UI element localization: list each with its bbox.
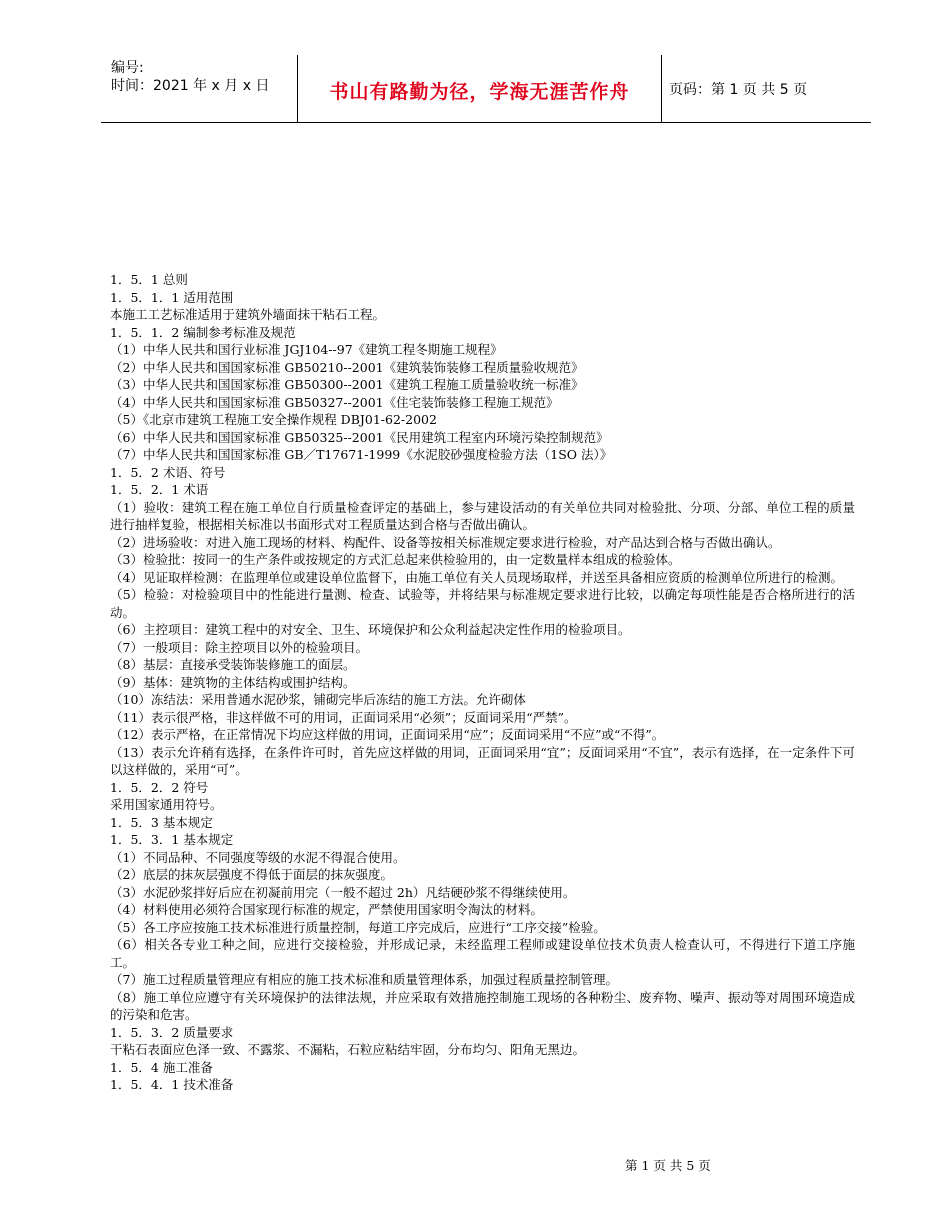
body-paragraph: （13）表示允许稍有选择，在条件许可时，首先应这样做的用词，正面词采用“宜”；反面词采用“不宜”，表示有选择，在一定条件下可以这样做的，采用“可”。: [110, 744, 855, 777]
body-paragraph: 1．5．2．2 符号: [110, 779, 209, 795]
body-paragraph: （1）不同品种、不同强度等级的水泥不得混合使用。: [110, 849, 406, 865]
body-paragraph: 1．5．3 基本规定: [110, 814, 213, 830]
body-paragraph: （11）表示很严格，非这样做不可的用词，正面词采用“必须”；反面词采用“严禁”。: [110, 709, 577, 725]
body-paragraph: （6）相关各专业工种之间，应进行交接检验，并形成记录，未经监理工程师或建设单位技术负责人检查认可，不得进行下道工序施工。: [110, 937, 855, 970]
header-meta-cell: [101, 55, 297, 122]
body-paragraph: （9）基体：建筑物的主体结构或围护结构。: [110, 674, 356, 690]
body-paragraph: 1．5．4．1 技术准备: [110, 1077, 234, 1092]
header-page-cell: [661, 55, 871, 122]
body-paragraph: （8）施工单位应遵守有关环境保护的法律法规，并应采取有效措施控制施工现场的各种粉尘、废弃物、噪声、振动等对周围环境造成的污染和危害。: [110, 989, 855, 1022]
body-paragraph: 1．5．4 施工准备: [110, 1059, 213, 1075]
body-paragraph: 1．5．2．1 术语: [110, 482, 209, 497]
body-paragraph: 1．5．2 术语、符号: [110, 464, 226, 480]
body-paragraph: （12）表示严格，在正常情况下均应这样做的用词，正面词采用“应”；反面词采用“不应”或“不得”。: [110, 727, 665, 742]
serial-label: 编号:: [111, 60, 144, 76]
body-paragraph: （2）进场验收：对进入施工现场的材料、构配件、设备等按相关标准规定要求进行检验，对产品达到合格与否做出确认。: [110, 534, 781, 550]
body-paragraph: （6）中华人民共和国国家标准 GB50325--2001《民用建筑工程室内环境污染控制规范》: [110, 429, 609, 445]
body-paragraph: （3）检验批：按同一的生产条件或按规定的方式汇总起来供检验用的，由一定数量样本组成的检验体。: [110, 552, 681, 567]
body-paragraph: （5）各工序应按施工技术标准进行质量控制，每道工序完成后，应进行“工序交接”检验。: [110, 919, 606, 935]
body-paragraph: （3）中华人民共和国国家标准 GB50300--2001《建筑工程施工质量验收统一标准》: [110, 377, 584, 392]
body-paragraph: 1．5．3．1 基本规定: [110, 832, 234, 847]
motto: 书山有路勤为径，学海无涯苦作舟: [329, 81, 630, 103]
document-body: [110, 271, 855, 1094]
body-paragraph: （2）底层的抹灰层强度不得低于面层的抹灰强度。: [110, 867, 393, 882]
body-paragraph: （7）中华人民共和国国家标准 GB／T17671-1999《水泥胶砂强度检验方法（1SO 法）》: [110, 447, 613, 462]
body-paragraph: 采用国家通用符号。: [110, 797, 223, 812]
body-paragraph: 1．5．1．2 编制参考标准及规范: [110, 324, 296, 340]
body-paragraph: （6）主控项目：建筑工程中的对安全、卫生、环境保护和公众利益起决定性作用的检验项目。: [110, 622, 631, 637]
body-paragraph: （7）施工过程质量管理应有相应的施工技术标准和质量管理体系，加强过程质量控制管理。: [110, 972, 618, 987]
body-paragraph: （5）《北京市建筑工程施工安全操作规程 DBJ01-62-2002: [110, 412, 437, 427]
body-paragraph: （8）基层：直接承受装饰装修施工的面层。: [110, 657, 356, 672]
header-motto-cell: [297, 55, 662, 122]
body-paragraph: 1．5．1．1 适用范围: [110, 289, 234, 305]
body-paragraph: （10）冻结法：采用普通水泥砂浆，铺砌完毕后冻结的施工方法。允许砌体: [110, 692, 526, 707]
body-paragraph: （4）中华人民共和国国家标准 GB50327--2001《住宅装饰装修工程施工规范》: [110, 394, 559, 410]
body-paragraph: 1．5．1 总则: [110, 272, 188, 287]
body-paragraph: 本施工工艺标准适用于建筑外墙面抹干粘石工程。: [110, 307, 386, 322]
body-paragraph: （4）材料使用必须符合国家现行标准的规定，严禁使用国家明令淘汰的材料。: [110, 902, 543, 917]
body-paragraph: （7）一般项目：除主控项目以外的检验项目。: [110, 639, 368, 655]
header-page-number: 页码：第 1 页 共 5 页: [669, 82, 808, 98]
body-paragraph: （3）水泥砂浆拌好后应在初凝前用完（一般不超过 2h）凡结硬砂浆不得继续使用。: [110, 884, 576, 900]
body-paragraph: （5）检验：对检验项目中的性能进行量测、检查、试验等，并将结果与标准规定要求进行比较，以确定每项性能是否合格所进行的活动。: [110, 587, 855, 620]
page-header: [101, 55, 871, 123]
body-paragraph: （2）中华人民共和国国家标准 GB50210--2001《建筑装饰装修工程质量验收规范》: [110, 359, 584, 375]
body-paragraph: 干粘石表面应色泽一致、不露浆、不漏粘，石粒应粘结牢固，分布均匀、阳角无黑边。: [110, 1042, 586, 1057]
body-paragraph: （1）验收：建筑工程在施工单位自行质量检查评定的基础上，参与建设活动的有关单位共同对检验批、分项、分部、单位工程的质量进行抽样复验，根据相关标准以书面形式对工程质量达到合格与否做出确认。: [110, 499, 855, 532]
body-paragraph: 1．5．3．2 质量要求: [110, 1024, 234, 1040]
body-paragraph: （4）见证取样检测：在监理单位或建设单位监督下，由施工单位有关人员现场取样，并送至具备相应资质的检测单位所进行的检测。: [110, 569, 843, 585]
footer-page-number: 第 1 页 共 5 页: [625, 1158, 711, 1173]
time-label: 时间：2021 年 x 月 x 日: [111, 78, 270, 94]
body-paragraph: （1）中华人民共和国行业标准 JGJ104--97《建筑工程冬期施工规程》: [110, 342, 503, 357]
